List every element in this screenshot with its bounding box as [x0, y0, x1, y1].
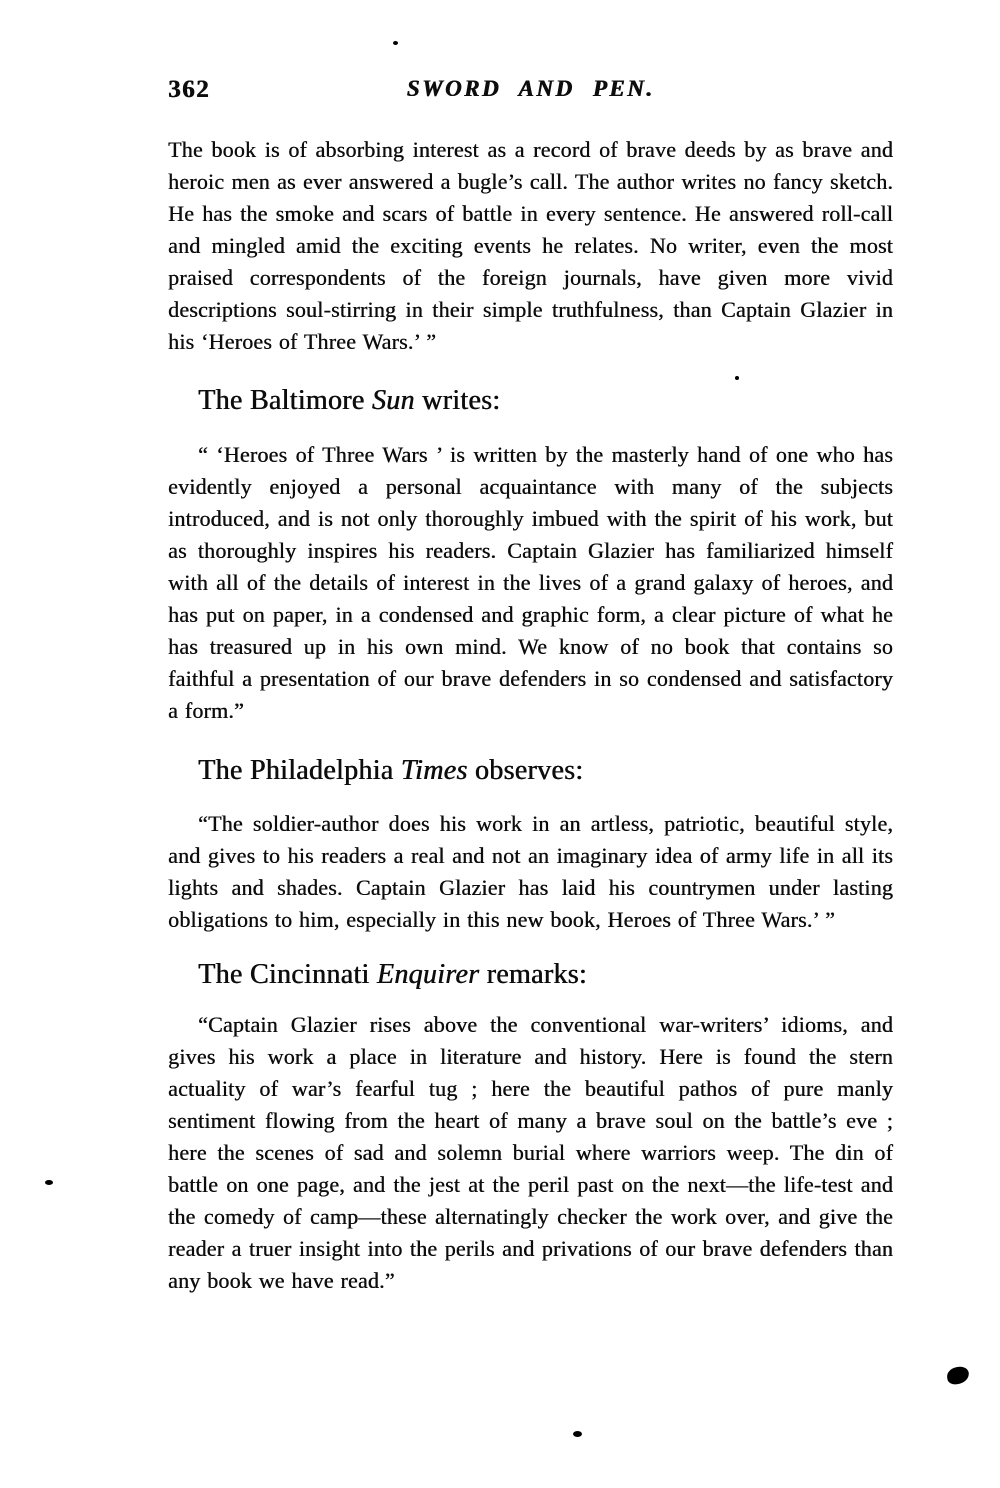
intro-paragraph: The book is of absorbing interest as a record of brave deeds by as brave and heroic men as ever answered a bugle’s call. The author writes no fancy sketch. He has the smoke and scars of battle in every sentence. He answered roll-call and mingled amid the exciting events he relates. No writer, even the most praised correspondents of the foreign journals, have given more vivid descriptions soul-stirring in their simple truthfulness, than Captain Glazier in his ‘Heroes of Three Wars.’ ” — [168, 137, 893, 354]
heading-text: The Baltimore — [198, 385, 372, 416]
ink-blot — [946, 1366, 970, 1386]
section-heading-baltimore-sun — [168, 384, 893, 418]
ink-speck — [393, 41, 398, 45]
heading-text: The Philadelphia — [198, 755, 401, 786]
newspaper-name-sun: Sun — [371, 385, 415, 416]
newspaper-name-times: Times — [400, 755, 468, 786]
ink-speck — [735, 376, 739, 380]
newspaper-name-enquirer: Enquirer — [376, 959, 480, 990]
running-title: SWORD AND PEN. — [406, 76, 655, 101]
ink-speck — [573, 1431, 582, 1437]
baltimore-sun-quote: “ ‘Heroes of Three Wars ’ is written by the masterly hand of one who has evidently enjoyed a personal acquaintance with many of the subjects introduced, and is not only thoroughly imbued with the spirit of his work, but as thoroughly inspires his readers. Captain Glazier has familiarized himself with all of the details of interest in the lives of a grand galaxy of heroes, and has put on paper, in a condensed and graphic form, a clear picture of what he has treasured up in his own mind. We know of no book that contains so faithful a presentation of our brave defenders in so condensed and satisfactory a form.” — [168, 442, 893, 723]
text-column — [168, 76, 893, 1297]
section-heading-cincinnati-enquirer — [168, 958, 893, 992]
page-number: 362 — [168, 76, 210, 103]
cincinnati-enquirer-quote: “Captain Glazier rises above the conventional war-writers’ idioms, and gives his work a place in literature and history. Here is found the stern actuality of war’s fearful tug ; here the beautiful pathos of pure manly sentiment flowing from the heart of many a brave soul on the battle’s eve ; here the scenes of sad and solemn burial where warriors weep. The din of battle on one page, and the jest at the peril past on the next—the life-test and the comedy of camp—these alternatingly checker the work over, and give the reader a truer insight into the perils and privations of our brave defenders than any book we have read.” — [168, 1012, 893, 1293]
section-heading-philadelphia-times — [168, 754, 893, 788]
ink-speck — [45, 1180, 53, 1185]
running-head — [168, 76, 893, 106]
heading-text: The Cincinnati — [198, 959, 377, 990]
philadelphia-times-quote: “The soldier-author does his work in an artless, patriotic, beautiful style, and gives to his readers a real and not an imaginary idea of army life in all its lights and shades. Captain Glazier has laid his countrymen under lasting obligations to him, especially in this new book, Heroes of Three Wars.’ ” — [168, 811, 893, 932]
heading-text: writes: — [414, 385, 501, 416]
heading-text: observes: — [467, 755, 584, 786]
heading-text: remarks: — [479, 959, 587, 990]
